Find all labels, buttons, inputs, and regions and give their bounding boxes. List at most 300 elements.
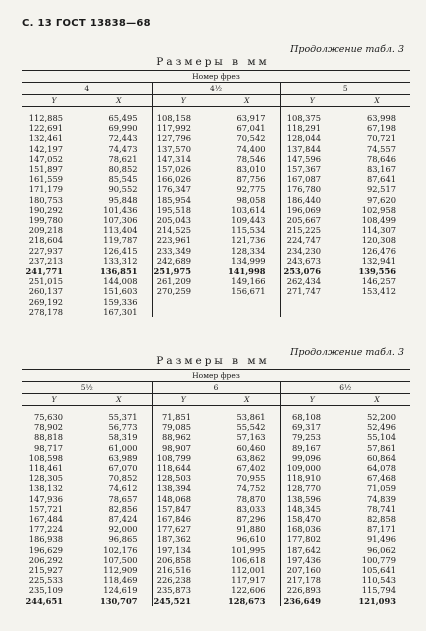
table-cell: 121,093 — [358, 595, 396, 606]
table-cell: 87,171 — [366, 524, 396, 535]
table-cell: 235,109 — [28, 585, 63, 596]
table-cell: 128,770 — [286, 483, 321, 494]
table-cell: 55,104 — [366, 432, 396, 443]
table-cell: 187,362 — [156, 534, 191, 545]
table-cell: 85,545 — [86, 174, 152, 184]
table-cell: 199,780 — [28, 215, 63, 226]
table-cell: 225,533 — [28, 575, 63, 586]
table-cell: 98,717 — [33, 442, 63, 453]
table-cell: 137,570 — [156, 143, 191, 154]
table-cell: 58,319 — [86, 432, 152, 442]
table-row — [22, 195, 410, 205]
table-cell: 196,629 — [28, 544, 63, 555]
table-cell: 57,861 — [366, 442, 396, 453]
table-row — [22, 443, 410, 453]
table-cell: 136,851 — [86, 266, 152, 276]
table-row — [22, 256, 410, 266]
table-cell: 126,415 — [86, 246, 152, 256]
table-cell: 53,861 — [214, 412, 280, 422]
table-cell: 138,596 — [286, 493, 321, 504]
table-cell: 234,230 — [286, 245, 321, 256]
table-cell: 205,667 — [286, 215, 321, 226]
table-row — [22, 154, 410, 164]
table-cell: 205,043 — [156, 215, 191, 226]
table-cell: 176,780 — [286, 184, 321, 195]
table-cell: 74,752 — [214, 483, 280, 493]
table-cell: 67,468 — [366, 473, 396, 484]
table-cell: 60,864 — [366, 452, 396, 463]
table-cell: 177,627 — [156, 524, 191, 535]
table-cell: 148,345 — [286, 503, 321, 514]
table-cell: 99,096 — [291, 452, 321, 463]
table-cell: 128,305 — [28, 473, 63, 484]
table-cell: 159,336 — [86, 297, 152, 307]
table-cell: 56,773 — [86, 422, 152, 432]
table-cell: 78,657 — [86, 494, 152, 504]
table-cell: 270,259 — [156, 286, 191, 297]
table-cell: 109,000 — [286, 463, 321, 474]
table-cell: 78,870 — [214, 494, 280, 504]
table-cell: 147,314 — [156, 153, 191, 164]
table-cell: 114,307 — [361, 225, 396, 236]
table-cell: 209,218 — [28, 225, 63, 236]
table-2-col-header: X — [86, 394, 152, 406]
table-cell: 92,517 — [366, 184, 396, 195]
table-cell: 92,775 — [214, 184, 280, 194]
table-2-group-header: 6 — [152, 382, 280, 394]
table-cell: 112,001 — [214, 565, 280, 575]
table-cell: 168,036 — [286, 524, 321, 535]
table-cell: 244,651 — [25, 595, 63, 606]
table-cell: 269,192 — [28, 296, 63, 307]
table-cell: 128,503 — [156, 473, 191, 484]
table-cell: 78,741 — [366, 503, 396, 514]
table-cell: 122,691 — [28, 123, 63, 134]
table-cell: 196,069 — [286, 204, 321, 215]
table-cell: 91,880 — [214, 524, 280, 534]
table-cell: 156,671 — [214, 286, 280, 296]
table-cell: 78,621 — [86, 154, 152, 164]
table-cell: 190,292 — [28, 204, 63, 215]
table-2-col-header: Y — [280, 394, 344, 406]
table-cell: 271,747 — [286, 286, 321, 297]
table-cell: 82,858 — [366, 514, 396, 525]
table-row — [22, 565, 410, 575]
table-1-col-header: Y — [152, 95, 214, 107]
table-1-col-header: X — [214, 95, 280, 107]
table-cell: 70,852 — [86, 473, 152, 483]
table-cell: 148,068 — [156, 493, 191, 504]
table-cell: 176,347 — [156, 184, 191, 195]
table-cell: 197,134 — [156, 544, 191, 555]
table-cell: 262,434 — [286, 276, 321, 287]
table-2 — [22, 369, 410, 606]
table-cell: 70,721 — [366, 133, 396, 144]
table-cell: 130,707 — [86, 596, 152, 606]
table-cell: 89,167 — [291, 442, 321, 453]
table-cell: 251,975 — [153, 266, 191, 277]
table-cell: 82,856 — [86, 504, 152, 514]
table-cell: 195,518 — [156, 204, 191, 215]
table-row — [22, 205, 410, 215]
table-row — [22, 164, 410, 174]
table-cell: 112,909 — [86, 565, 152, 575]
table-cell — [280, 307, 344, 317]
table-cell: 64,078 — [366, 463, 396, 474]
table-cell: 97,620 — [366, 194, 396, 205]
page-header: С. 13 ГОСТ 13838—68 — [22, 18, 151, 29]
table-cell: 108,158 — [156, 113, 191, 123]
table-cell: 157,026 — [156, 164, 191, 175]
table-cell: 63,862 — [214, 453, 280, 463]
table-cell: 96,062 — [366, 544, 396, 555]
table-cell — [280, 297, 344, 307]
table-cell: 61,000 — [86, 443, 152, 453]
table-cell: 158,470 — [286, 514, 321, 525]
table-row — [22, 235, 410, 245]
table-cell: 144,008 — [86, 276, 152, 286]
table-cell: 106,618 — [214, 555, 280, 565]
table-cell: 126,476 — [361, 245, 396, 256]
table-cell: 206,858 — [156, 554, 191, 565]
table-cell: 241,771 — [25, 266, 63, 277]
table-cell: 87,756 — [214, 174, 280, 184]
table-cell: 79,253 — [291, 432, 321, 443]
table-row — [22, 514, 410, 524]
table-cell: 128,673 — [214, 596, 280, 606]
table-2-col-header: Y — [152, 394, 214, 406]
table-cell: 149,166 — [214, 276, 280, 286]
table-cell: 101,995 — [214, 545, 280, 555]
table-row — [22, 585, 410, 595]
table-cell: 236,649 — [283, 595, 321, 606]
table-row — [22, 297, 410, 307]
table-1-col-header: X — [344, 95, 410, 107]
table-row — [22, 575, 410, 585]
table-cell: 122,606 — [214, 585, 280, 595]
table-cell: 237,213 — [28, 255, 63, 266]
table-cell: 78,546 — [214, 154, 280, 164]
table-row — [22, 555, 410, 565]
table-cell: 117,917 — [214, 575, 280, 585]
table-cell: 107,306 — [86, 215, 152, 225]
table-cell: 167,301 — [86, 307, 152, 317]
table-row — [22, 144, 410, 154]
table-cell: 139,556 — [358, 266, 396, 277]
table-cell: 121,736 — [214, 235, 280, 245]
table-2-col-header: X — [344, 394, 410, 406]
table-cell: 218,604 — [28, 235, 63, 246]
table-cell: 253,076 — [283, 266, 321, 277]
table-cell: 96,865 — [86, 534, 152, 544]
table-cell: 67,198 — [366, 123, 396, 134]
table-cell: 80,852 — [86, 164, 152, 174]
table-cell: 167,087 — [286, 174, 321, 185]
table-cell: 52,200 — [366, 412, 396, 422]
table-cell: 133,312 — [86, 256, 152, 266]
table-row — [22, 494, 410, 504]
table-cell: 69,317 — [291, 422, 321, 433]
table-cell: 71,851 — [161, 412, 191, 422]
table-cell: 235,873 — [156, 585, 191, 596]
table-cell: 161,559 — [28, 174, 63, 185]
table-row — [22, 545, 410, 555]
table-cell: 98,058 — [214, 195, 280, 205]
table-cell: 233,349 — [156, 245, 191, 256]
table-cell: 88,962 — [161, 432, 191, 443]
table-cell: 87,424 — [86, 514, 152, 524]
table-row — [22, 596, 410, 606]
table-2-col-header: X — [214, 394, 280, 406]
table-cell: 63,989 — [86, 453, 152, 463]
table-cell: 132,461 — [28, 133, 63, 144]
table-cell: 147,596 — [286, 153, 321, 164]
table-cell: 177,802 — [286, 534, 321, 545]
table-cell: 74,557 — [366, 143, 396, 154]
table-cell: 226,893 — [286, 585, 321, 596]
table-cell: 67,402 — [214, 463, 280, 473]
table-cell: 215,225 — [286, 225, 321, 236]
table-cell: 216,516 — [156, 565, 191, 576]
table-cell: 167,846 — [156, 514, 191, 525]
table-2-group-header: 6½ — [280, 382, 410, 394]
table-cell: 102,958 — [361, 204, 396, 215]
table-cell: 167,484 — [28, 514, 63, 525]
table-cell: 151,897 — [28, 164, 63, 175]
table-1-col-header: Y — [22, 95, 86, 107]
table-cell: 113,404 — [86, 225, 152, 235]
table-1-group-header: 5 — [280, 83, 410, 95]
table-cell: 83,167 — [366, 164, 396, 175]
table-cell: 147,936 — [28, 493, 63, 504]
table-cell: 83,010 — [214, 164, 280, 174]
table-cell: 108,375 — [286, 113, 321, 123]
table-cell — [152, 307, 214, 317]
table-cell: 260,137 — [28, 286, 63, 297]
table-cell: 177,224 — [28, 524, 63, 535]
table-cell: 153,412 — [361, 286, 396, 297]
table-1-col-header: X — [86, 95, 152, 107]
table-cell: 90,552 — [86, 184, 152, 194]
table-cell: 214,525 — [156, 225, 191, 236]
table-cell: 118,910 — [286, 473, 321, 484]
table-cell: 92,000 — [86, 524, 152, 534]
table-cell: 78,902 — [33, 422, 63, 433]
table-row — [22, 133, 410, 143]
table-cell: 278,178 — [28, 306, 63, 317]
table-1-group-header: 4 — [22, 83, 152, 95]
table-cell: 70,542 — [214, 133, 280, 143]
table-row — [22, 453, 410, 463]
table-row — [22, 266, 410, 276]
table-cell: 197,436 — [286, 554, 321, 565]
table-cell: 166,026 — [156, 174, 191, 185]
table-cell: 95,848 — [86, 195, 152, 205]
table-cell: 137,844 — [286, 143, 321, 154]
table-cell: 63,998 — [366, 113, 396, 123]
table-row — [22, 184, 410, 194]
table-cell: 151,603 — [86, 286, 152, 296]
table-cell: 87,296 — [214, 514, 280, 524]
table-row — [22, 246, 410, 256]
table-cell: 147,052 — [28, 153, 63, 164]
table-row — [22, 524, 410, 534]
table-cell: 100,779 — [361, 554, 396, 565]
table-row — [22, 422, 410, 432]
table-cell: 251,015 — [28, 276, 63, 287]
table-cell — [344, 297, 410, 307]
table-cell: 180,753 — [28, 194, 63, 205]
table-row — [22, 174, 410, 184]
table-cell: 69,990 — [86, 123, 152, 133]
table-cell: 118,461 — [28, 463, 63, 474]
table-cell: 87,641 — [366, 174, 396, 185]
table-cell: 118,469 — [86, 575, 152, 585]
table-cell: 60,460 — [214, 443, 280, 453]
table-2-col-header: Y — [22, 394, 86, 406]
table-row — [22, 225, 410, 235]
table-cell: 186,938 — [28, 534, 63, 545]
table-cell — [214, 297, 280, 307]
table-cell: 186,440 — [286, 194, 321, 205]
table-row — [22, 504, 410, 514]
table-1-col-header: Y — [280, 95, 344, 107]
table-row — [22, 432, 410, 442]
table-2-title: Размеры в мм — [156, 355, 270, 367]
table-cell: 107,500 — [86, 555, 152, 565]
table-cell: 215,927 — [28, 565, 63, 576]
continuation-note-2: Продолжение табл. 3 — [290, 347, 404, 358]
table-row — [22, 463, 410, 473]
table-cell: 132,941 — [361, 255, 396, 266]
table-cell: 127,796 — [156, 133, 191, 144]
table-cell: 242,689 — [156, 255, 191, 266]
table-cell: 65,495 — [86, 113, 152, 123]
table-cell: 96,610 — [214, 534, 280, 544]
table-1 — [22, 70, 410, 317]
table-cell: 119,787 — [86, 235, 152, 245]
continuation-note-1: Продолжение табл. 3 — [290, 44, 404, 55]
table-row — [22, 473, 410, 483]
table-cell: 83,033 — [214, 504, 280, 514]
table-cell: 185,954 — [156, 194, 191, 205]
table-cell: 206,292 — [28, 554, 63, 565]
table-row — [22, 534, 410, 544]
table-cell: 217,178 — [286, 575, 321, 586]
table-cell: 142,197 — [28, 143, 63, 154]
table-cell: 91,496 — [366, 534, 396, 545]
table-cell: 102,176 — [86, 545, 152, 555]
table-cell: 146,257 — [361, 276, 396, 287]
table-cell: 115,534 — [214, 225, 280, 235]
table-cell: 67,041 — [214, 123, 280, 133]
table-cell: 261,209 — [156, 276, 191, 287]
table-cell: 157,847 — [156, 503, 191, 514]
table-cell: 68,108 — [291, 412, 321, 422]
table-cell: 70,955 — [214, 473, 280, 483]
table-cell: 115,794 — [361, 585, 396, 596]
table-cell — [214, 307, 280, 317]
table-cell: 79,085 — [161, 422, 191, 433]
table-cell: 134,999 — [214, 256, 280, 266]
table-cell: 157,367 — [286, 164, 321, 175]
table-cell: 226,238 — [156, 575, 191, 586]
table-cell: 55,542 — [214, 422, 280, 432]
table-cell: 109,443 — [214, 215, 280, 225]
table-1-title: Размеры в мм — [156, 56, 270, 68]
table-row — [22, 113, 410, 123]
table-cell: 78,646 — [366, 153, 396, 164]
table-1-group-header: 4½ — [152, 83, 280, 95]
table-cell: 117,992 — [156, 123, 191, 134]
table-cell: 74,612 — [86, 483, 152, 493]
table-2-span-label: Номер фрез — [22, 370, 410, 382]
table-cell: 74,473 — [86, 144, 152, 154]
table-cell: 118,644 — [156, 463, 191, 474]
table-cell: 120,308 — [361, 235, 396, 246]
table-row — [22, 276, 410, 286]
table-cell: 124,619 — [86, 585, 152, 595]
table-cell: 128,334 — [214, 246, 280, 256]
table-cell: 98,907 — [161, 442, 191, 453]
table-row — [22, 412, 410, 422]
table-cell: 52,496 — [366, 422, 396, 433]
table-cell: 101,436 — [86, 205, 152, 215]
table-row — [22, 123, 410, 133]
table-cell: 243,673 — [286, 255, 321, 266]
table-cell: 103,614 — [214, 205, 280, 215]
table-cell — [152, 297, 214, 307]
table-cell: 55,371 — [86, 412, 152, 422]
table-cell — [344, 307, 410, 317]
table-cell: 57,163 — [214, 432, 280, 442]
table-cell: 71,059 — [366, 483, 396, 494]
table-cell: 63,917 — [214, 113, 280, 123]
table-cell: 108,499 — [361, 215, 396, 226]
table-cell: 75,630 — [33, 412, 63, 422]
table-cell: 207,160 — [286, 565, 321, 576]
table-cell: 110,543 — [361, 575, 396, 586]
table-cell: 67,070 — [86, 463, 152, 473]
table-cell: 74,400 — [214, 144, 280, 154]
table-cell: 72,443 — [86, 133, 152, 143]
table-cell: 187,642 — [286, 544, 321, 555]
table-cell: 112,885 — [28, 113, 63, 123]
table-cell: 223,961 — [156, 235, 191, 246]
table-cell: 88,818 — [33, 432, 63, 443]
table-cell: 138,132 — [28, 483, 63, 494]
table-cell: 108,598 — [28, 452, 63, 463]
table-cell: 105,641 — [361, 565, 396, 576]
table-cell: 245,521 — [153, 595, 191, 606]
table-cell: 128,044 — [286, 133, 321, 144]
table-cell: 108,799 — [156, 452, 191, 463]
table-cell: 118,291 — [286, 123, 321, 134]
table-cell: 74,839 — [366, 493, 396, 504]
table-cell: 138,394 — [156, 483, 191, 494]
table-cell: 141,998 — [214, 266, 280, 276]
table-1-span-label: Номер фрез — [22, 71, 410, 83]
table-cell: 224,747 — [286, 235, 321, 246]
table-row — [22, 286, 410, 296]
table-row — [22, 483, 410, 493]
table-row — [22, 215, 410, 225]
table-cell: 227,937 — [28, 245, 63, 256]
table-row — [22, 307, 410, 317]
table-cell: 171,179 — [28, 184, 63, 195]
table-2-group-header: 5½ — [22, 382, 152, 394]
table-cell: 157,721 — [28, 503, 63, 514]
